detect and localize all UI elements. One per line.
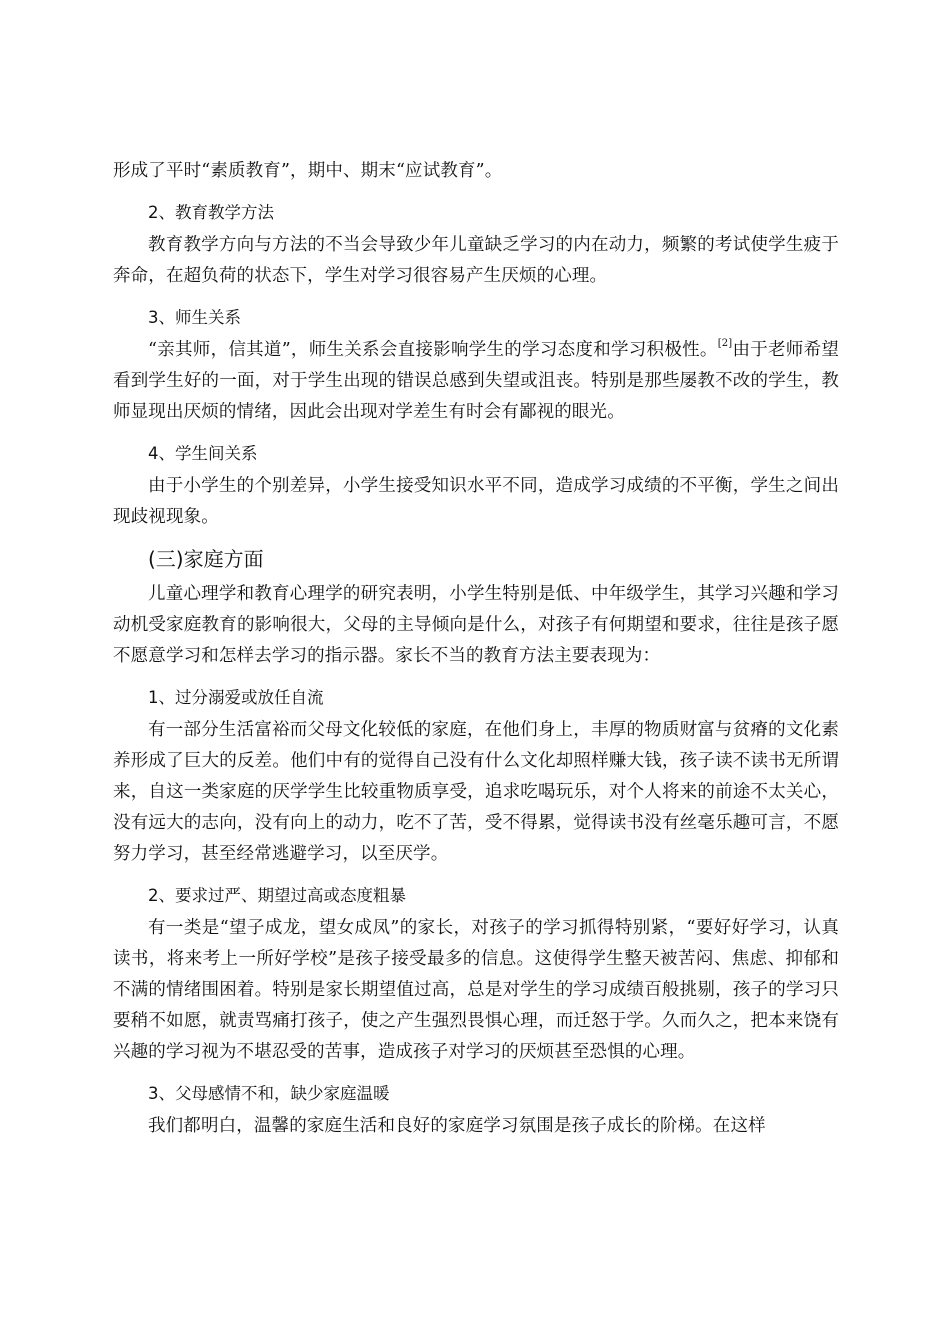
- paragraph-teacher-student-part1: “亲其师，信其道”，师生关系会直接影响学生的学习态度和学习积极性。: [148, 340, 718, 360]
- heading-strict: 2、要求过严、期望过高或态度粗暴: [148, 886, 406, 905]
- heading-student-relations: 4、学生间关系: [148, 444, 258, 463]
- paragraph-teaching-method: 教育教学方向与方法的不当会导致少年儿童缺乏学习的内在动力，频繁的考试使学生疲于奔命，在超负荷的状态下，学生对学习很容易产生厌烦的心理。: [113, 235, 839, 286]
- heading-parents: 3、父母感情不和，缺少家庭温暖: [148, 1084, 390, 1103]
- paragraph-strict: 有一类是“望子成龙，望女成凤”的家长，对孩子的学习抓得特别紧，“要好好学习，认真读书，将来考上一所好学校”是孩子接受最多的信息。这使得学生整天被苦闷、焦虑、抑郁和不满的情绪围困着。特别是家长期望值过高，总是对学生的学习成绩百般挑剔，孩子的学习只要稍不如愿，就责骂痛打孩子，使之产生强烈畏惧心理，而迁怒于学。久而久之，把本来饶有兴趣的学习视为不堪忍受的苦事，造成孩子对学习的厌烦甚至恐惧的心理。: [113, 918, 839, 1062]
- heading-spoiling: 1、过分溺爱或放任自流: [148, 688, 324, 707]
- paragraph-parents: 我们都明白，温馨的家庭生活和良好的家庭学习氛围是孩子成长的阶梯。在这样: [148, 1116, 766, 1136]
- paragraph-teacher-student-part2: 由于老师希望看到学生好的一面，对于学生出现的错误总感到失望或沮丧。特别是那些屡教不改的学生，教师显现出厌烦的情绪，因此会出现对学差生有时会有鄙视的眼光。: [113, 340, 840, 422]
- document-body: [113, 156, 839, 1142]
- paragraph-teacher-student: [113, 335, 839, 428]
- citation-ref: [2]: [717, 338, 733, 350]
- paragraph-continued: 形成了平时“素质教育”，期中、期末“应试教育”。: [113, 161, 503, 181]
- heading-teaching-method: 2、教育教学方法: [148, 203, 274, 222]
- paragraph-family: 儿童心理学和教育心理学的研究表明，小学生特别是低、中年级学生，其学习兴趣和学习动机受家庭教育的影响很大，父母的主导倾向是什么，对孩子有何期望和要求，往往是孩子愿不愿意学习和怎样去学习的指示器。家长不当的教育方法主要表现为：: [113, 584, 839, 666]
- heading-family: (三)家庭方面: [148, 547, 264, 571]
- paragraph-student-relations: 由于小学生的个别差异，小学生接受知识水平不同，造成学习成绩的不平衡，学生之间出现歧视现象。: [113, 476, 839, 527]
- heading-teacher-student: 3、师生关系: [148, 308, 241, 327]
- paragraph-spoiling: 有一部分生活富裕而父母文化较低的家庭，在他们身上，丰厚的物质财富与贫瘠的文化素养形成了巨大的反差。他们中有的觉得自己没有什么文化却照样赚大钱，孩子读不读书无所谓来，自这一类家庭的厌学学生比较重物质享受，追求吃喝玩乐，对个人将来的前途不太关心，没有远大的志向，没有向上的动力，吃不了苦，受不得累，觉得读书没有丝毫乐趣可言，不愿努力学习，甚至经常逃避学习，以至厌学。: [113, 720, 839, 864]
